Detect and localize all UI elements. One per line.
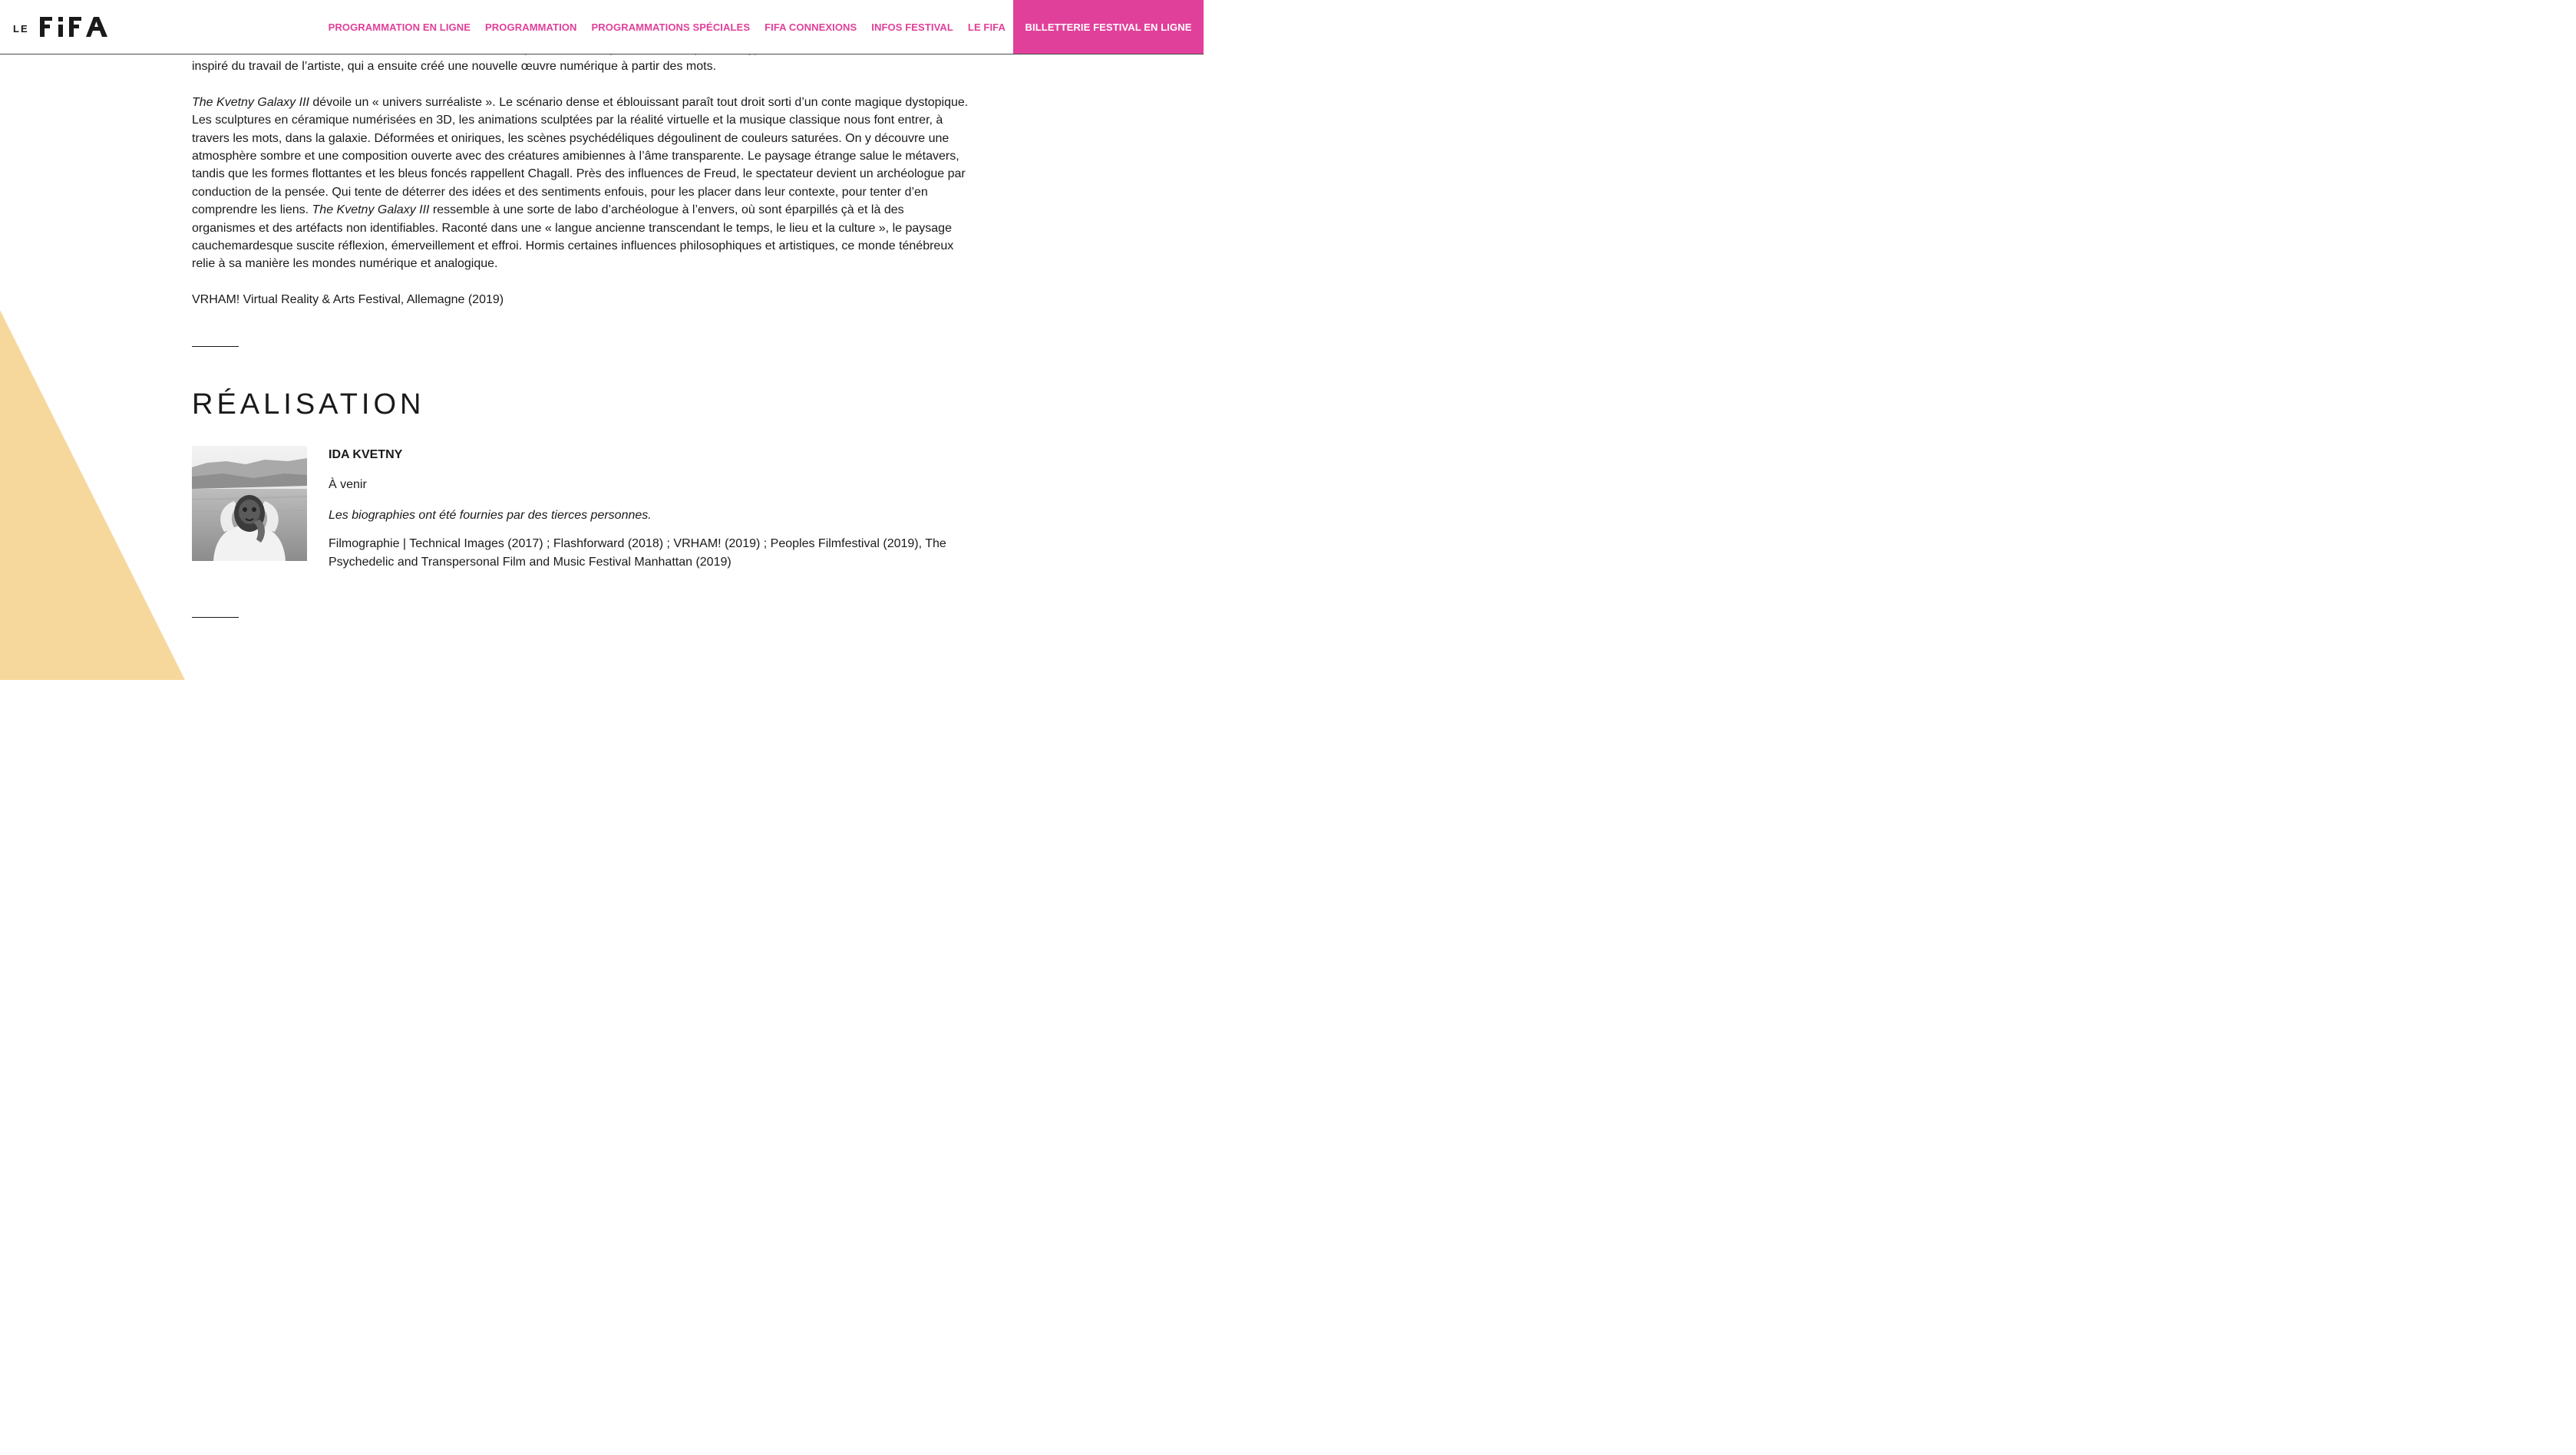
synopsis-text-1: dévoile un « univers surréaliste ». Le scénario dense et éblouissant paraît tout droit sorti d’un conte magique dystopique. Les sculptures en céramique numérisées en 3D, les animations sculptées par la réalité virtuelle et la musique classique nous font entrer, à travers les mots, dans la galaxie. Déformées et oniriques, les scènes psychédéliques dégoulinent de couleurs saturées. On y découvre une atmosphère sombre et une composition ouverte avec des créatures amibiennes à l’âme transparente. Le paysage étrange salue le métavers, tandis que les formes flottantes et les bleus foncés rappellent Chagall. Près des influences de Freud, le spectateur devient un archéologue par conduction de la pensée. Qui tente de déterrer des idées et des sentiments enfouis, pour les placer dans leur contexte, pour tenter d’en comprendre les liens. [192, 95, 969, 217]
director-name: IDA KVETNY [329, 448, 403, 461]
section-divider-bottom [192, 617, 239, 618]
director-photo [192, 446, 307, 561]
nav-programmation-en-ligne[interactable]: PROGRAMMATION EN LIGNE [328, 21, 471, 33]
realisation-heading: RÉALISATION [192, 388, 425, 421]
fifa-logo-mark [40, 17, 107, 37]
main-nav [314, 0, 1006, 54]
nav-infos-festival[interactable]: INFOS FESTIVAL [871, 21, 953, 33]
fifa-logo[interactable] [13, 15, 107, 38]
director-photo-image [192, 446, 307, 561]
intro-line-2: inspiré du travail de l’artiste, qui a ensuite créé une nouvelle œuvre numérique à partir des mots. [192, 60, 717, 74]
director-filmography: Filmographie | Technical Images (2017) ; Flashforward (2018) ; VRHAM! (2019) ; Peoples Filmfestival (2019), The Psychedelic and Transpersonal Film and Music Festival Manhattan (2019) [329, 537, 946, 569]
director-bio [329, 446, 969, 583]
nav-fifa-connexions[interactable]: FIFA CONNEXIONS [765, 21, 857, 33]
work-title: The Kvetny Galaxy III [192, 95, 309, 109]
award-line: VRHAM! Virtual Reality & Arts Festival, Allemagne (2019) [192, 292, 504, 306]
nav-programmations-speciales[interactable]: PROGRAMMATIONS SPÉCIALES [591, 21, 751, 33]
site-header [0, 0, 1204, 54]
section-divider [192, 346, 239, 347]
synopsis-paragraph [192, 94, 969, 273]
nav-programmation[interactable]: PROGRAMMATION [485, 21, 577, 33]
description-section [192, 40, 969, 326]
director-bio-text: À venir [329, 478, 367, 492]
work-title-repeat: The Kvetny Galaxy III [312, 203, 430, 217]
logo-prefix: LE [13, 22, 29, 35]
ticketing-button[interactable]: BILLETTERIE FESTIVAL EN LIGNE [1013, 0, 1204, 54]
bio-source-note: Les biographies ont été fournies par des tierces personnes. [329, 508, 652, 522]
nav-le-fifa[interactable]: LE FIFA [967, 21, 1006, 33]
synopsis-text-2: ressemble à une sorte de labo d’archéologue à l’envers, où sont éparpillés çà et là des organismes et des artéfacts non identifiables. Raconté dans une « langue ancienne transcendant le temps, le lieu et la culture », le paysage cauchemardesque suscite réflexion, émerveillement et effroi. Hormis certaines influences philosophiques et artistiques, ce monde ténébreux relie à sa manière les mondes numérique et analogique. [192, 203, 954, 271]
